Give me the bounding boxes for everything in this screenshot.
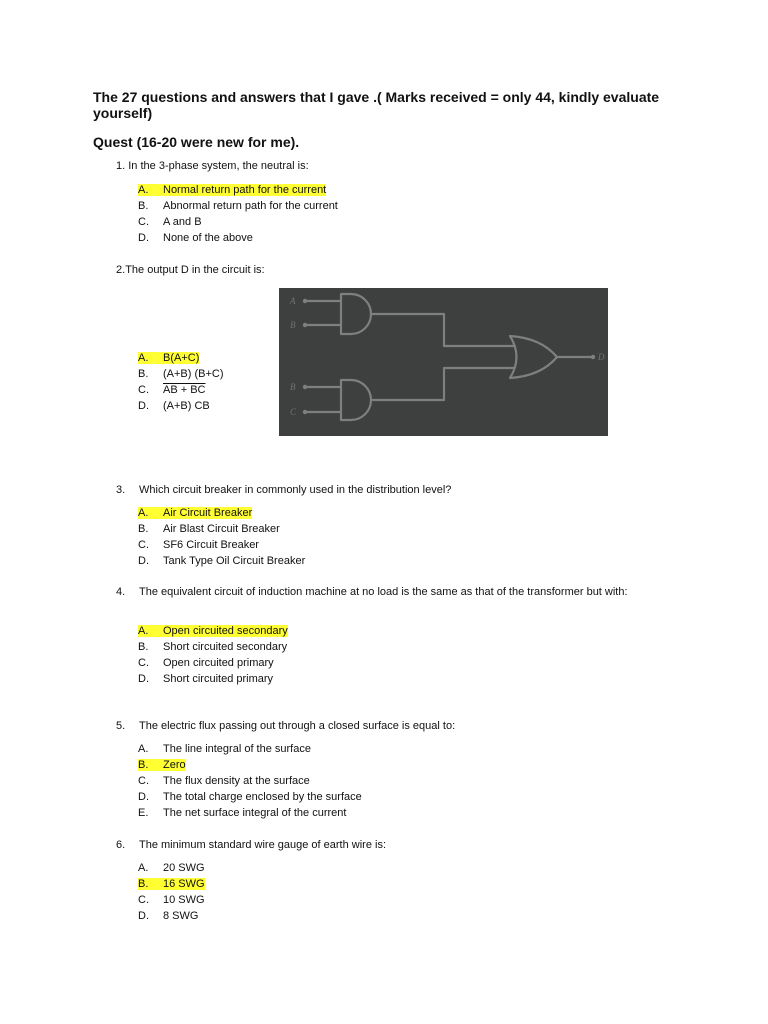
option-c: C. A and B [138,216,202,228]
option-d: D. The total charge enclosed by the surface [138,791,362,803]
option-d: D. 8 SWG [138,910,199,922]
option-e: E. The net surface integral of the current [138,807,347,819]
question-number: 6. [116,839,126,851]
option-c: C. SF6 Circuit Breaker [138,539,259,551]
option-d: D. (A+B) CB [138,400,210,412]
intro-heading: The 27 questions and answers that I gave .( Marks received = only 44, kindly evaluate yourself) [93,89,660,121]
question-3 [116,483,684,498]
question-text: The equivalent circuit of induction machine at no load is the same as that of the transformer but with: [139,586,628,598]
input-label-a: A [290,296,296,306]
input-label-b1: B [290,320,296,330]
option-d: D. None of the above [138,232,253,244]
option-c: C. Open circuited primary [138,657,274,669]
question-6 [116,838,684,853]
option-b: B. Abnormal return path for the current [138,200,338,212]
question-number: 5. [116,720,126,732]
option-b: B. Air Blast Circuit Breaker [138,523,280,535]
option-b: B. Zero [138,759,186,771]
question-1-options [138,182,338,246]
input-dot-a [303,299,307,303]
and-gate-2 [341,380,371,420]
question-text: The minimum standard wire gauge of earth wire is: [139,839,386,851]
intro-subheading: Quest (16-20 were new for me). [93,134,300,150]
question-text: The electric flux passing out through a closed surface is equal to: [139,720,456,732]
option-d: D. Short circuited primary [138,673,274,685]
option-c: C. 10 SWG [138,894,205,906]
option-c: C. The flux density at the surface [138,775,310,787]
question-number: 4. [116,586,126,598]
question-number: 2. [116,264,126,276]
option-b: B. 16 SWG [138,878,205,890]
question-5 [116,719,684,734]
input-dot-b2 [303,385,307,389]
option-a: A. The line integral of the surface [138,743,311,755]
question-6-options [138,860,205,924]
input-dot-c [303,410,307,414]
option-d: D. Tank Type Oil Circuit Breaker [138,555,306,567]
output-dot-d [591,355,595,359]
and-gate-1 [341,294,371,334]
option-a: A. Air Circuit Breaker [138,507,253,519]
question-2 [116,263,684,278]
logic-circuit-diagram [279,288,608,436]
question-number: 1. [116,160,126,172]
option-c: C. AB + BC [138,384,206,396]
question-number: 3. [116,484,126,496]
input-label-b2: B [290,382,296,392]
input-label-c: C [290,407,297,417]
wire-and1-out [371,314,514,346]
question-4-options [138,623,288,687]
output-label-d: D [598,352,605,362]
question-3-options [138,505,305,569]
option-b: B. (A+B) (B+C) [138,368,224,380]
question-4 [116,585,684,600]
option-a: A. 20 SWG [138,862,205,874]
input-dot-b1 [303,323,307,327]
question-1 [116,159,684,174]
logic-circuit-image [279,288,608,436]
question-text: In the 3-phase system, the neutral is: [128,160,309,172]
question-5-options [138,741,362,821]
question-text: The output D in the circuit is: [125,264,265,276]
option-a: A. Open circuited secondary [138,625,288,637]
question-2-options [138,350,224,414]
option-a: A. Normal return path for the current [138,184,327,196]
wire-and2-out [371,368,514,400]
option-a: A. B(A+C) [138,352,200,364]
question-text: Which circuit breaker in commonly used in the distribution level? [139,484,452,496]
option-b: B. Short circuited secondary [138,641,288,653]
or-gate [510,336,557,378]
